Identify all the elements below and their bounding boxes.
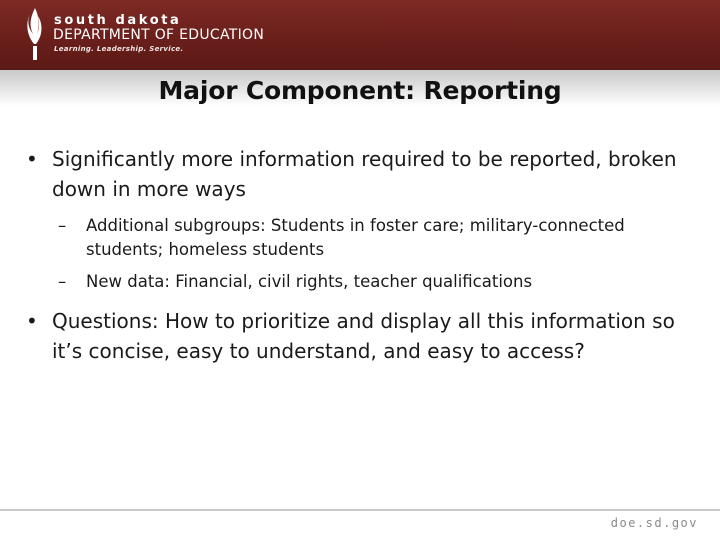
- logo-tagline: Learning. Leadership. Service.: [54, 45, 184, 53]
- dash-marker: –: [58, 216, 67, 235]
- sub-bullet-item: [0, 214, 720, 262]
- sub-bullet-text: Additional subgroups: Students in foster care; military-connected students; homeless students: [86, 216, 625, 259]
- header-banner: [0, 0, 720, 70]
- bullet-item: [0, 144, 720, 204]
- bullet-marker: •: [26, 309, 38, 333]
- flame-logo-icon: [24, 6, 46, 62]
- sub-bullet-item: [0, 270, 720, 294]
- slide-title: Major Component: Reporting: [158, 76, 562, 105]
- dash-marker: –: [58, 272, 67, 291]
- footer-divider: [0, 509, 720, 511]
- bullet-marker: •: [26, 147, 38, 171]
- logo-department-name: DEPARTMENT OF EDUCATION: [53, 27, 265, 43]
- bullet-item: [0, 306, 720, 366]
- bullet-text: Significantly more information required to be reported, broken down in more ways: [52, 147, 677, 201]
- bullet-text: Questions: How to prioritize and display all this information so it’s concise, easy to understand, and easy to access?: [52, 309, 675, 363]
- logo-state-name: south dakota: [54, 13, 182, 28]
- sub-bullet-text: New data: Financial, civil rights, teacher qualifications: [86, 272, 533, 291]
- footer-url: doe.sd.gov: [610, 516, 698, 530]
- slide-body: [0, 144, 720, 366]
